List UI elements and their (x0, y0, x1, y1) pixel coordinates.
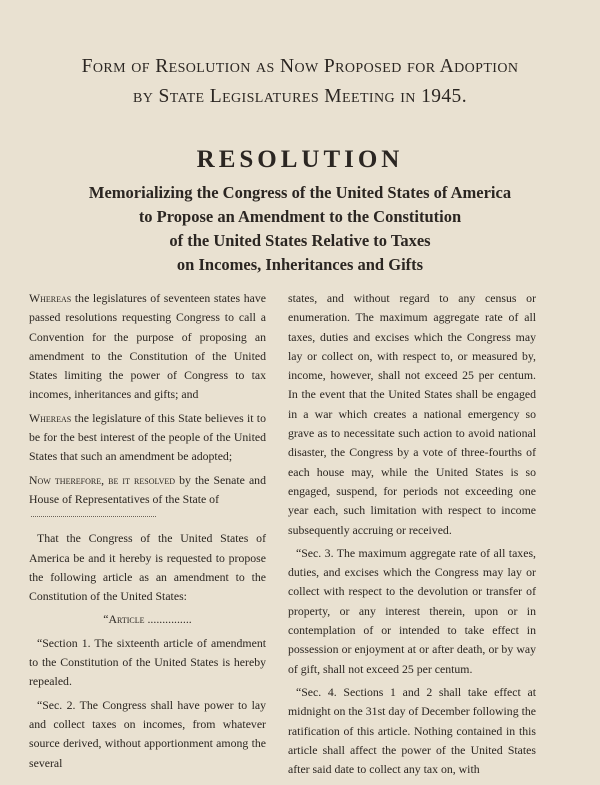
article-heading: “Article ............... (103, 612, 192, 627)
whereas-lead: Whereas (29, 410, 72, 425)
right-column (288, 289, 536, 783)
document-title: RESOLUTION (196, 146, 404, 173)
whereas-paragraph-1: Whereas the legislatures of seventeen states have passed resolutions requesting Congress to call a Convention for the purpose of proposing an amendment to the Constitution of the United States limiting the power of Congress to tax incomes, inheritances and gifts; and (29, 291, 266, 402)
subtitle-line-1: Memorializing the Congress of the United States of America (88, 183, 512, 202)
header-line-2: by State Legislatures Meeting in 1945. (133, 86, 467, 107)
section-1-paragraph: “Section 1. The sixteenth article of amendment to the Constitution of the United States is hereby repealed. (29, 635, 266, 689)
subtitle-line-3: of the United States Relative to Taxes (169, 231, 431, 250)
whereas-paragraph-2: Whereas the legislature of this State believes it to be for the best interest of the people of the United States that such an amendment be adopted; (29, 410, 266, 464)
section-2-continued-paragraph: states, and without regard to any census or enumeration. The maximum aggregate rate of all taxes, duties and excises which the Congress may lay or collect on, with respect to, or measured by, income, however, shall not exceed 25 per centum. In the event that the United States shall be engaged in a war which creates a national emergency so grave as to necessitate such action to avoid national disaster, the Congress by a vote of three-fourths of each house may, while the United States is so engaged, suspend, for periods not exceeding one year each, such limitation with respect to income subsequently accruing or received. (288, 291, 536, 537)
document-subtitle (0, 181, 600, 277)
document-header (0, 52, 600, 112)
whereas-lead: Whereas (29, 291, 72, 305)
section-4-paragraph: “Sec. 4. Sections 1 and 2 shall take effect at midnight on the 31st day of December following the ratification of this article. Nothing contained in this article shall affect the power of the United States after said date to collect any tax on, with (288, 684, 536, 777)
section-2-paragraph: “Sec. 2. The Congress shall have power to lay and collect taxes on incomes, from whatever source derived, without apportionment among the several (29, 697, 266, 770)
resolved-lead: Now therefore, be it resolved (29, 472, 176, 487)
header-line-1: Form of Resolution as Now Proposed for Adoption (81, 56, 519, 77)
request-paragraph: That the Congress of the United States of America be and it hereby is requested to propose the following article as an amendment to the Constitution of the United States: (29, 531, 266, 604)
subtitle-line-4: on Incomes, Inheritances and Gifts (176, 255, 424, 274)
blank-rule (31, 516, 156, 517)
section-3-paragraph: “Sec. 3. The maximum aggregate rate of all taxes, duties, and excises which the Congress may lay or collect with respect to the devolution or transfer of property, or any interest therein, upon or in contemplation of or intended to take effect in possession or enjoyment at or after death, or by way of gift, shall not exceed 25 per centum. (288, 545, 536, 676)
subtitle-line-2: to Propose an Amendment to the Constitution (138, 207, 462, 226)
resolved-paragraph: Now therefore, be it resolved by the Senate and House of Representatives of the State of (29, 472, 266, 506)
left-column (29, 289, 266, 777)
